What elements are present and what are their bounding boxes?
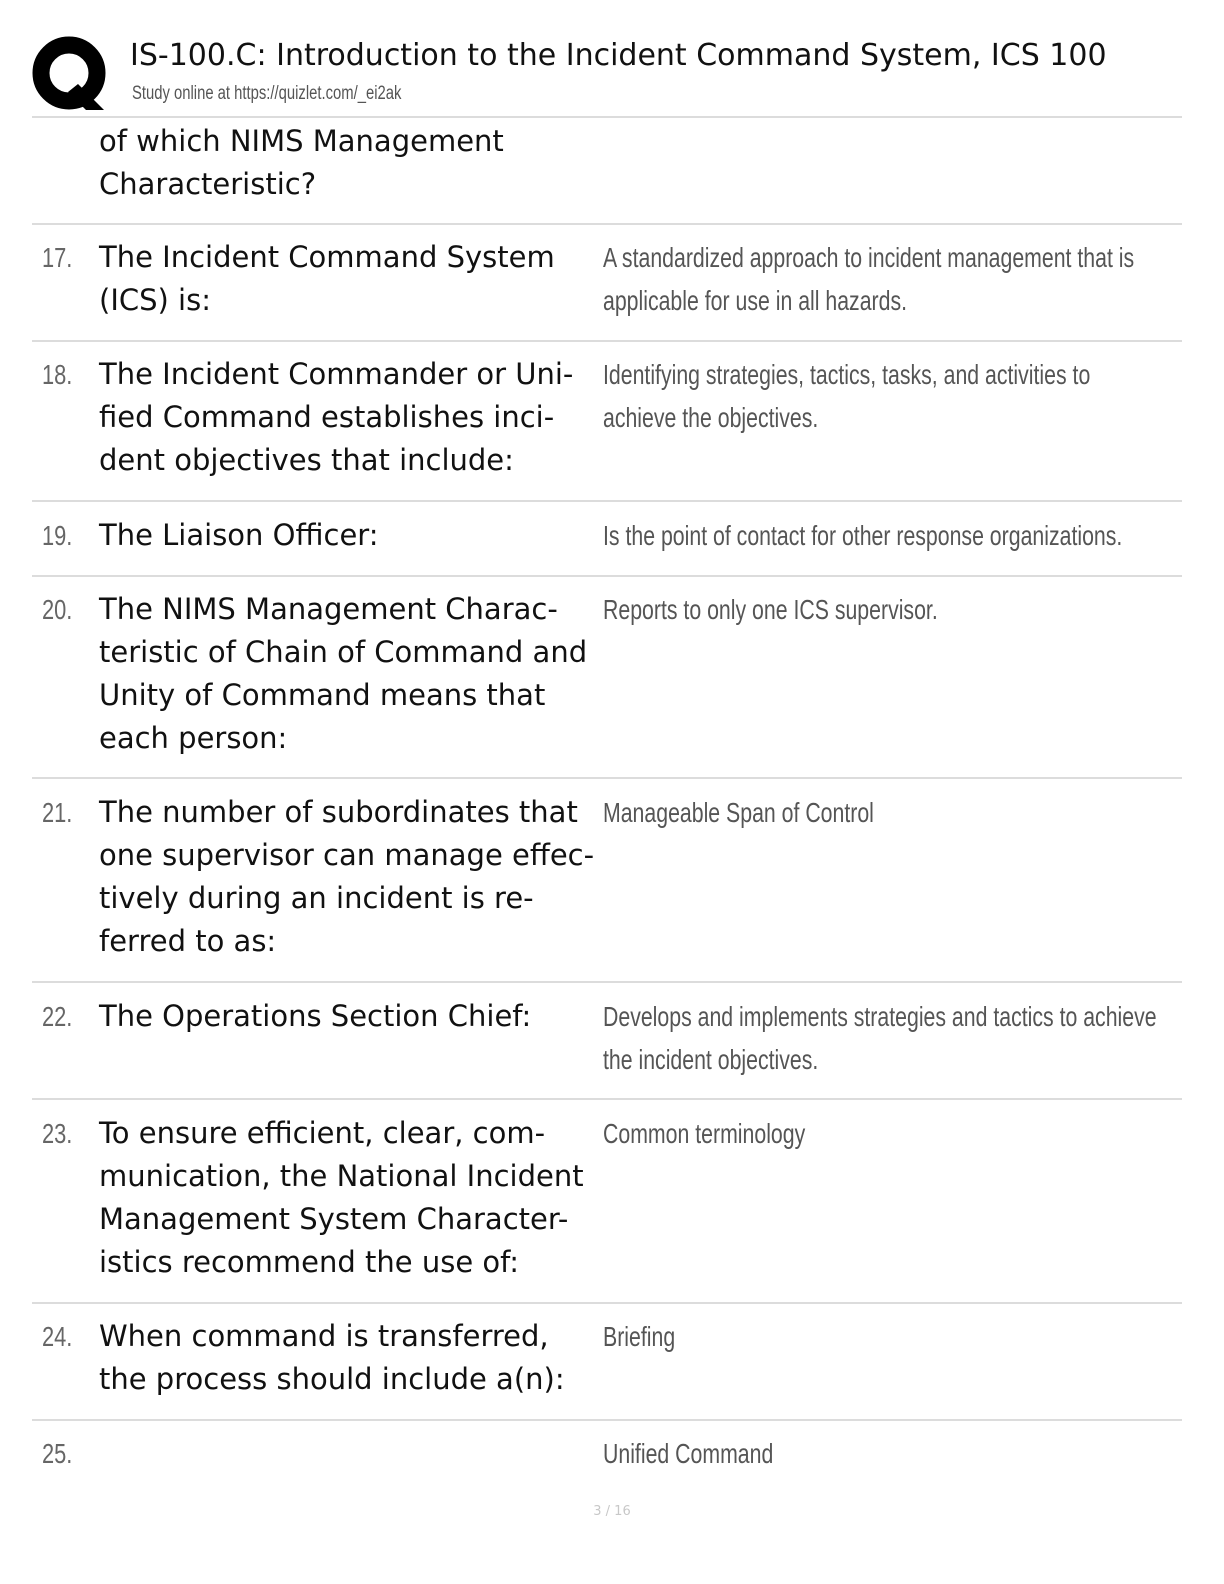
card-term (99, 791, 599, 963)
term-line: Management System Character- (99, 1202, 569, 1236)
page-number: 3 / 16 (593, 1504, 631, 1519)
card-number: 18. (42, 359, 73, 390)
definition-line: Common terminology (603, 1118, 806, 1149)
card-number: 17. (42, 242, 73, 273)
term-line: The NIMS Management Charac- (99, 592, 558, 626)
divider (32, 575, 1182, 577)
card-definition (603, 1315, 1165, 1358)
term-line: the process should include a(n): (99, 1362, 565, 1396)
definition-line: Manageable Span of Control (603, 797, 874, 828)
divider (32, 981, 1182, 983)
term-line: Unity of Command means that (99, 678, 546, 712)
term-line: (ICS) is: (99, 283, 211, 317)
divider (32, 500, 1182, 502)
card-definition (603, 791, 1165, 834)
term-line: The Liaison Officer: (99, 518, 379, 552)
card-term (99, 236, 599, 322)
definition-line: Unified Command (603, 1438, 774, 1469)
continued-term-line: Characteristic? (99, 167, 317, 201)
page-header (32, 32, 1182, 118)
term-line: When command is transferred, (99, 1319, 549, 1353)
card-number: 22. (42, 1001, 73, 1032)
term-line: The number of subordinates that (99, 795, 578, 829)
card-number: 25. (42, 1438, 73, 1469)
quizlet-logo-icon (32, 36, 110, 114)
term-line: dent objectives that include: (99, 443, 514, 477)
card-term (99, 1112, 599, 1284)
term-line: The Incident Command System (99, 240, 555, 274)
card-definition (603, 236, 1165, 322)
term-line: The Operations Section Chief: (99, 999, 532, 1033)
card-definition (603, 1432, 1165, 1475)
term-line: The Incident Commander or Uni- (99, 357, 574, 391)
term-line: one supervisor can manage effec- (99, 838, 595, 872)
card-definition (603, 353, 1165, 439)
card-definition (603, 588, 1165, 631)
definition-line: the incident objectives. (603, 1044, 819, 1075)
definition-line: achieve the objectives. (603, 402, 819, 433)
term-line: each person: (99, 721, 288, 755)
divider (32, 777, 1182, 779)
definition-line: Briefing (603, 1321, 676, 1352)
card-term (99, 588, 599, 760)
term-line: munication, the National Incident (99, 1159, 584, 1193)
term-line: ferred to as: (99, 924, 277, 958)
term-line: istics recommend the use of: (99, 1245, 520, 1279)
divider (32, 340, 1182, 342)
card-number: 19. (42, 520, 73, 551)
definition-line: applicable for use in all hazards. (603, 285, 908, 316)
term-line: tively during an incident is re- (99, 881, 534, 915)
card-number: 20. (42, 594, 73, 625)
continued-term (99, 120, 599, 206)
divider (32, 1098, 1182, 1100)
header-divider (32, 116, 1182, 118)
card-definition (603, 1112, 1165, 1155)
card-number: 24. (42, 1321, 73, 1352)
card-definition (603, 995, 1165, 1081)
definition-line: Reports to only one ICS supervisor. (603, 594, 938, 625)
definition-line: A standardized approach to incident management that is (603, 242, 1135, 273)
card-number: 23. (42, 1118, 73, 1149)
term-line: fied Command establishes inci- (99, 400, 555, 434)
definition-line: Is the point of contact for other response organizations. (603, 520, 1123, 551)
term-line: teristic of Chain of Command and (99, 635, 588, 669)
page-title: IS-100.C: Introduction to the Incident Command System, ICS 100 (130, 38, 1107, 73)
study-online-link[interactable]: Study online at https://quizlet.com/_ei2ak (132, 83, 402, 104)
definition-line: Develops and implements strategies and tactics to achieve (603, 1001, 1157, 1032)
divider (32, 223, 1182, 225)
card-number: 21. (42, 797, 73, 828)
divider (32, 1302, 1182, 1304)
card-term (99, 353, 599, 482)
continued-term-line: of which NIMS Management (99, 124, 504, 158)
definition-line: Identifying strategies, tactics, tasks, and activities to (603, 359, 1091, 390)
card-term (99, 1315, 599, 1401)
divider (32, 1419, 1182, 1421)
term-line: To ensure efficient, clear, com- (99, 1116, 546, 1150)
card-term (99, 514, 599, 557)
card-term (99, 995, 599, 1038)
card-definition (603, 514, 1165, 557)
